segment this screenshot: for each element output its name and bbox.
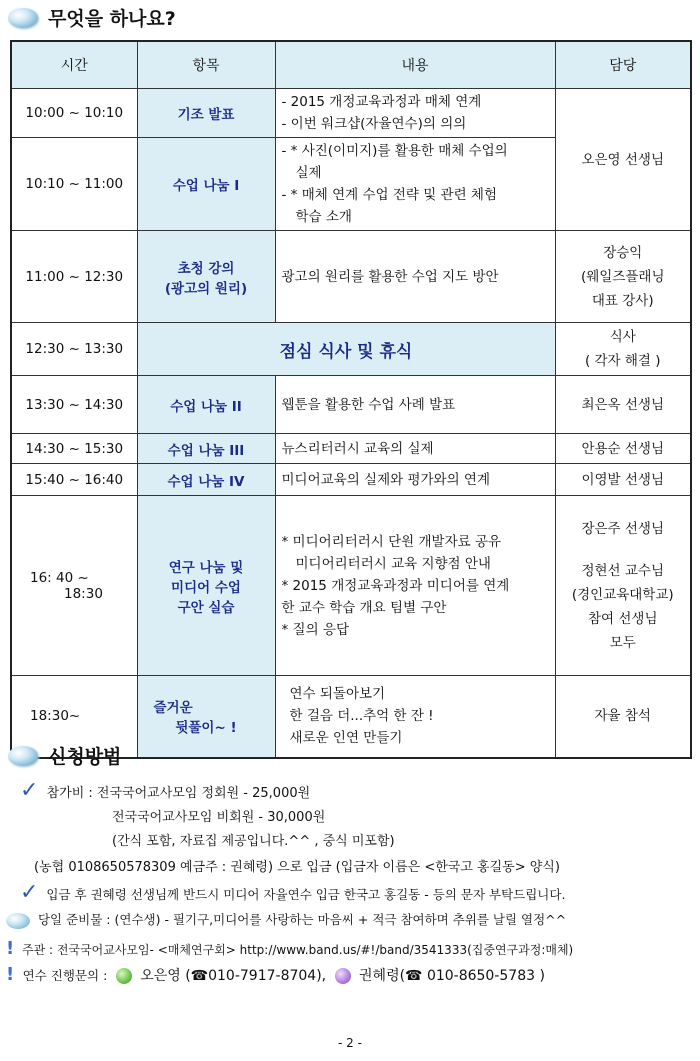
time-cell: 12:30 ~ 13:30	[11, 323, 137, 376]
bank-info: (농협 0108650578309 예금주 : 권혜령) 으로 입금 (입금자 이름은 <한국고 홍길동> 양식)	[34, 860, 560, 875]
contact-line: ! 연수 진행문의 : 오은영 (☎010-7917-8704), 권혜령(☎ 010-8650-5783 )	[6, 964, 545, 985]
section-title-what: 무엇을 하나요?	[8, 4, 176, 31]
table-row	[11, 323, 691, 376]
section-title-apply: 신청방법	[8, 742, 121, 769]
header-owner: 담당	[555, 41, 691, 89]
table-header-row	[11, 41, 691, 89]
checkmark-icon: ✓	[20, 778, 39, 803]
item-cell: 수업 나눔 III	[137, 434, 275, 464]
bubble-icon	[8, 8, 38, 28]
exclamation-icon: !	[6, 938, 15, 959]
time-cell: 16: 40 ~ 18:30	[11, 496, 137, 676]
fee-note: (간식 포함, 자료집 제공입니다.^^ , 중식 미포함)	[112, 834, 395, 849]
content-cell: 연수 되돌아보기 한 걸음 더...추억 한 잔 ! 새로운 인연 만들기	[275, 676, 555, 758]
item-cell: 즐거운 뒷풀이~ !	[137, 676, 275, 758]
table-row	[11, 496, 691, 676]
item-cell: 기조 발표	[137, 89, 275, 138]
header-content: 내용	[275, 41, 555, 89]
bubble-icon	[6, 913, 30, 929]
owner-cell: 오은영 선생님	[555, 89, 691, 231]
notice-line: ✓ 입금 후 권혜령 선생님께 반드시 미디어 자율연수 입금 한국고 홍길동 - 등의 문자 부탁드립니다.	[20, 880, 566, 905]
schedule-table	[10, 40, 692, 759]
table-row	[11, 464, 691, 496]
content-cell: * 미디어리터러시 단원 개발자료 공유 미디어리터러시 교육 지향점 안내 * 2015 개정교육과정과 미디어를 연계 한 교수 학습 개요 팀별 구안 * 질의 응답	[275, 496, 555, 676]
owner-cell: 장은주 선생님 정현선 교수님 (경인교육대학교) 참여 선생님 모두	[555, 496, 691, 676]
content-cell: 미디어교육의 실제와 평가와의 연계	[275, 464, 555, 496]
item-cell: 수업 나눔 IV	[137, 464, 275, 496]
host-line: ! 주관 : 전국국어교사모임- <매체연구회> http://www.band.us/#!/band/3541333(집중연구과정:매체)	[6, 938, 574, 959]
checkmark-icon: ✓	[20, 880, 39, 905]
table-row	[11, 434, 691, 464]
item-cell: 수업 나눔 II	[137, 376, 275, 434]
item-cell: 수업 나눔 I	[137, 138, 275, 231]
content-cell: 뉴스리터러시 교육의 실제	[275, 434, 555, 464]
content-cell: - 2015 개정교육과정과 매체 연계 - 이번 워크샵(자율연수)의 의의	[275, 89, 555, 138]
time-cell: 15:40 ~ 16:40	[11, 464, 137, 496]
item-cell: 연구 나눔 및 미디어 수업 구안 실습	[137, 496, 275, 676]
time-cell: 13:30 ~ 14:30	[11, 376, 137, 434]
owner-cell: 최은옥 선생님	[555, 376, 691, 434]
table-row	[11, 89, 691, 138]
owner-cell: 자율 참석	[555, 676, 691, 758]
content-cell: - * 사진(이미지)를 활용한 매체 수업의 실제 - * 매체 연계 수업 전략 및 관련 체험 학습 소개	[275, 138, 555, 231]
owner-cell: 이영발 선생님	[555, 464, 691, 496]
table-row	[11, 376, 691, 434]
item-cell: 초청 강의 (광고의 원리)	[137, 231, 275, 323]
header-item: 항목	[137, 41, 275, 89]
prep-line: 당일 준비물 : (연수생) - 필기구,미디어를 사랑하는 마음씨 + 적극 참여하며 추위를 날릴 열정^^	[6, 910, 566, 929]
header-time: 시간	[11, 41, 137, 89]
exclamation-icon: !	[6, 964, 15, 985]
green-dot-icon	[116, 968, 132, 984]
lunch-cell: 점심 식사 및 휴식	[137, 323, 555, 376]
fee-line: ✓ 참가비 : 전국국어교사모임 정회원 - 25,000원	[20, 778, 311, 803]
time-cell: 18:30~	[11, 676, 137, 758]
owner-cell: 안용순 선생님	[555, 434, 691, 464]
content-cell: 웹툰을 활용한 수업 사례 발표	[275, 376, 555, 434]
page-number: - 2 -	[338, 1036, 362, 1050]
purple-dot-icon	[335, 968, 351, 984]
time-cell: 10:00 ~ 10:10	[11, 89, 137, 138]
owner-cell: 장승익 (웨일즈플래닝 대표 강사)	[555, 231, 691, 323]
time-cell: 14:30 ~ 15:30	[11, 434, 137, 464]
time-cell: 10:10 ~ 11:00	[11, 138, 137, 231]
table-row	[11, 231, 691, 323]
fee-nonmember: 전국국어교사모임 비회원 - 30,000원	[112, 810, 326, 825]
bubble-icon	[8, 746, 38, 766]
content-cell: 광고의 원리를 활용한 수업 지도 방안	[275, 231, 555, 323]
time-cell: 11:00 ~ 12:30	[11, 231, 137, 323]
owner-cell: 식사 ( 각자 해결 )	[555, 323, 691, 376]
